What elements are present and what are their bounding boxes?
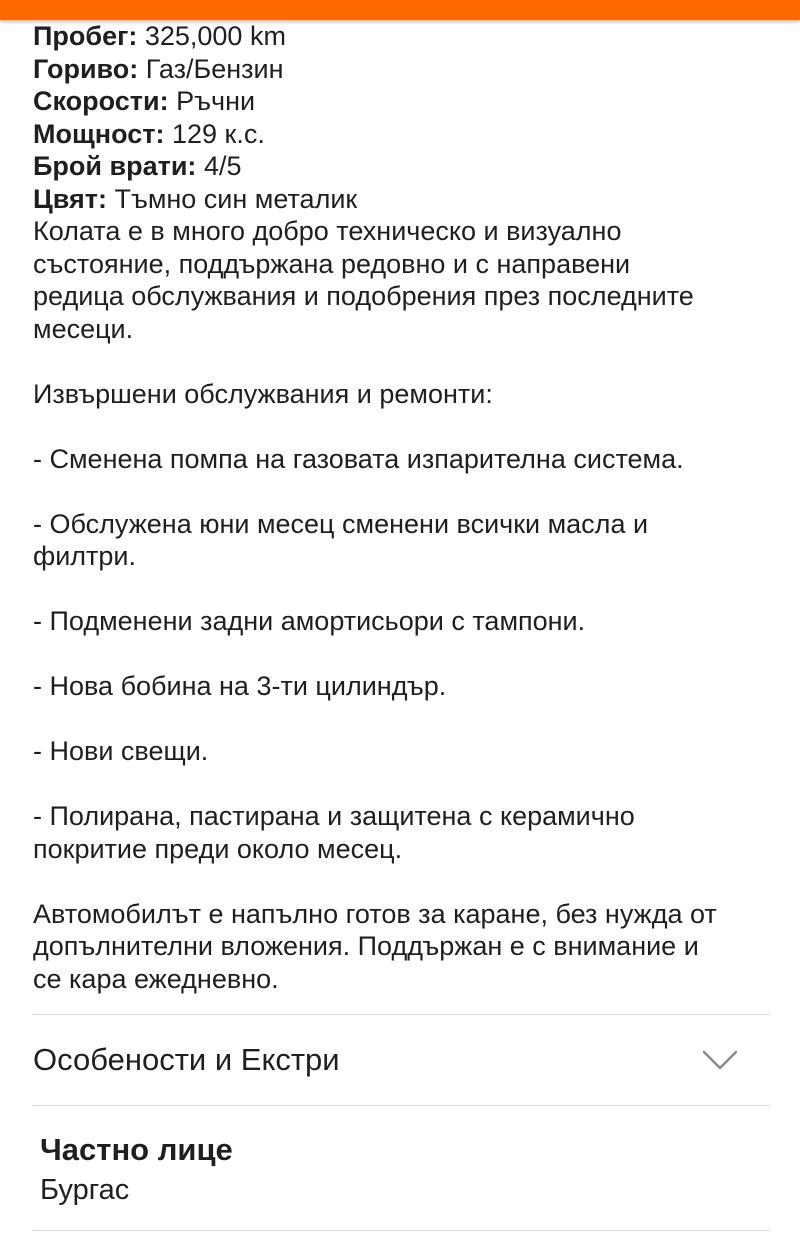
spec-label: Скорости: <box>33 86 169 116</box>
spec-value: 325,000 km <box>144 21 286 51</box>
service-item: - Нови свещи. <box>33 736 209 766</box>
spec-label: Гориво: <box>33 53 139 84</box>
description-line: месеци. <box>33 313 134 344</box>
spec-gearbox <box>33 85 773 118</box>
spec-doors <box>33 150 773 183</box>
seller-info <box>40 1130 740 1210</box>
spec-fuel <box>33 53 773 86</box>
spec-value: Газ/Бензин <box>145 53 284 84</box>
divider <box>33 1230 770 1231</box>
features-accordion-label: Особености и Екстри <box>33 1042 340 1077</box>
closing-line: Автомобилът е напълно готов за каране, без нужда от <box>33 898 717 929</box>
seller-type: Частно лице <box>40 1132 233 1167</box>
spec-value: 4/5 <box>203 151 242 181</box>
description-text <box>33 215 773 995</box>
service-item-continued: филтри. <box>33 541 137 571</box>
spec-color <box>33 183 773 216</box>
service-item-continued: покритие преди около месец. <box>33 833 403 864</box>
specs-list <box>33 20 773 215</box>
seller-city: Бургас <box>40 1174 130 1206</box>
closing-line: се кара ежедневно. <box>33 963 279 994</box>
spec-label: Пробег: <box>33 21 138 51</box>
services-heading: Извършени обслужвания и ремонти: <box>33 378 493 409</box>
spec-value: 129 к.с. <box>171 118 265 149</box>
divider <box>33 1105 770 1106</box>
divider <box>33 1014 770 1015</box>
service-item: - Нова бобина на 3-ти цилиндър. <box>33 671 447 701</box>
spec-value: Ръчни <box>176 86 256 116</box>
listing-details <box>33 20 773 995</box>
spec-mileage <box>33 20 773 53</box>
description-line: редица обслужвания и подобрения през последните <box>33 281 694 311</box>
features-accordion[interactable] <box>33 1016 770 1104</box>
service-item: - Полирана, пастирана и защитена с керамично <box>33 801 635 831</box>
chevron-down-icon[interactable] <box>700 1040 740 1080</box>
closing-line: допълнителни вложения. Поддържан е с внимание и <box>33 931 699 961</box>
spec-label: Брой врати: <box>33 151 197 181</box>
service-item: - Сменена помпа на газовата изпарителна система. <box>33 443 684 474</box>
service-item: - Подменени задни амортисьори с тампони. <box>33 606 586 636</box>
service-item: - Обслужена юни месец сменени всички масла и <box>33 508 649 539</box>
app-header-bar <box>0 0 800 20</box>
spec-value: Тъмно син металик <box>114 183 358 214</box>
description-line: Колата е в много добро техническо и визуално <box>33 216 622 246</box>
spec-power <box>33 118 773 151</box>
spec-label: Мощност: <box>33 118 165 149</box>
spec-label: Цвят: <box>33 183 107 214</box>
description-line: състояние, поддържана редовно и с направени <box>33 248 631 279</box>
